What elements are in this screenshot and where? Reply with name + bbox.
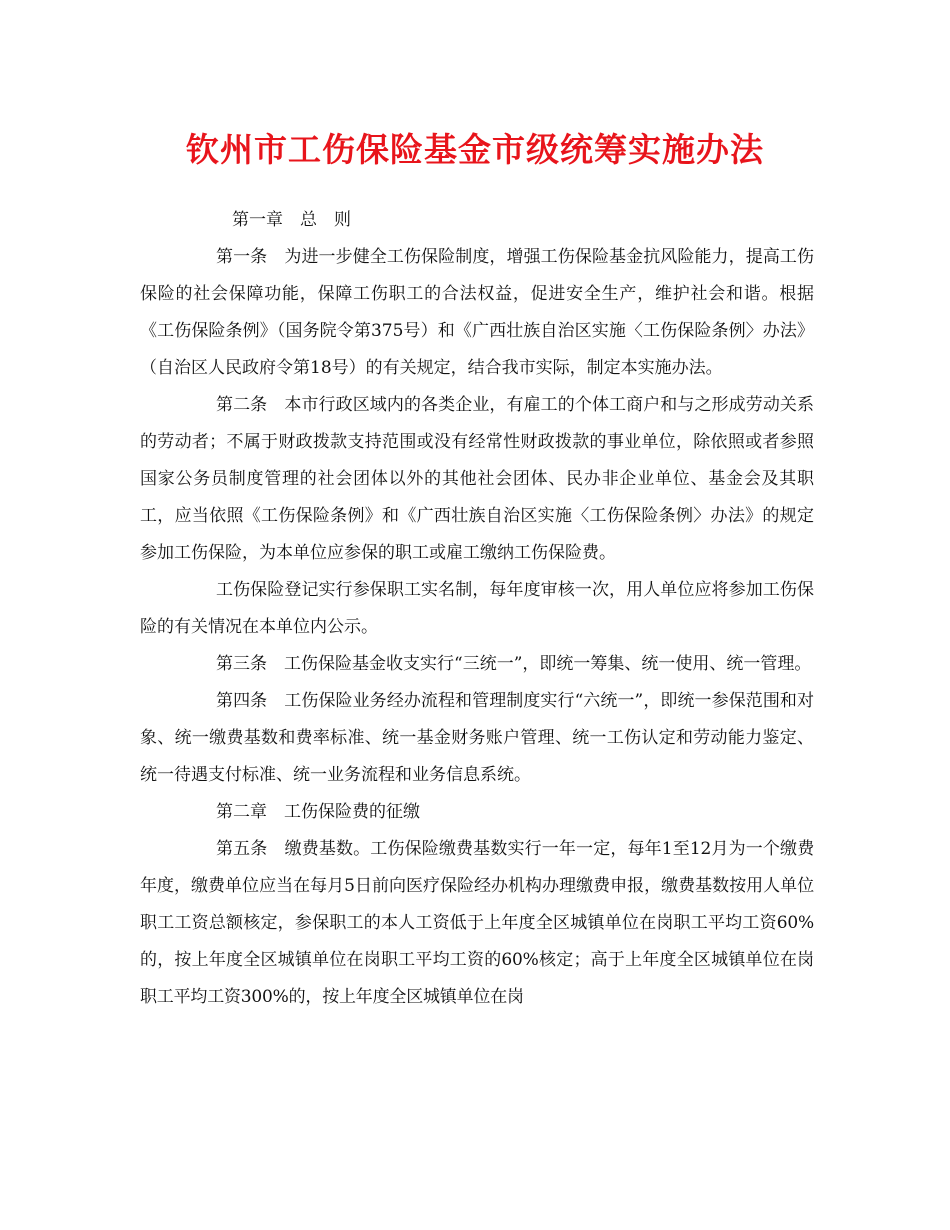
document-body <box>140 202 814 1016</box>
article-paragraph: 第五条 缴费基数。工伤保险缴费基数实行一年一定，每年1至12月为一个缴费年度，缴费单位应当在每月5日前向医疗保险经办机构办理缴费申报，缴费基数按用人单位职工工资总额核定，参保职工的本人工资低于上年度全区城镇单位在岗职工平均工资60%的，按上年度全区城镇单位在岗职工平均工资的60%核定；高于上年度全区城镇单位在岗职工平均工资300%的，按上年度全区城镇单位在岗 <box>140 839 814 1007</box>
article-paragraph: 第一条 为进一步健全工伤保险制度，增强工伤保险基金抗风险能力，提高工伤保险的社会保障功能，保障工伤职工的合法权益，促进安全生产，维护社会和谐。根据《工伤保险条例》（国务院令第375号）和《广西壮族自治区实施〈工伤保险条例〉办法》（自治区人民政府令第18号）的有关规定，结合我市实际，制定本实施办法。 <box>140 247 814 378</box>
document-title: 钦州市工伤保险基金市级统筹实施办法 <box>186 130 764 169</box>
chapter-heading: 第二章 工伤保险费的征缴 <box>216 802 420 822</box>
article-paragraph: 第四条 工伤保险业务经办流程和管理制度实行“六统一”，即统一参保范围和对象、统一缴费基数和费率标准、统一基金财务账户管理、统一工伤认定和劳动能力鉴定、统一待遇支付标准、统一业务流程和业务信息系统。 <box>140 691 814 785</box>
chapter-heading: 第一章 总 则 <box>232 210 351 230</box>
article-paragraph: 第二条 本市行政区域内的各类企业，有雇工的个体工商户和与之形成劳动关系的劳动者；不属于财政拨款支持范围或没有经常性财政拨款的事业单位，除依照或者参照国家公务员制度管理的社会团体以外的其他社会团体、民办非企业单位、基金会及其职工，应当依照《工伤保险条例》和《广西壮族自治区实施〈工伤保险条例〉办法》的规定参加工伤保险，为本单位应参保的职工或雇工缴纳工伤保险费。 <box>140 395 814 563</box>
article-paragraph: 第三条 工伤保险基金收支实行“三统一”，即统一筹集、统一使用、统一管理。 <box>216 654 812 674</box>
article-paragraph: 工伤保险登记实行参保职工实名制，每年度审核一次，用人单位应将参加工伤保险的有关情况在本单位内公示。 <box>140 580 814 637</box>
